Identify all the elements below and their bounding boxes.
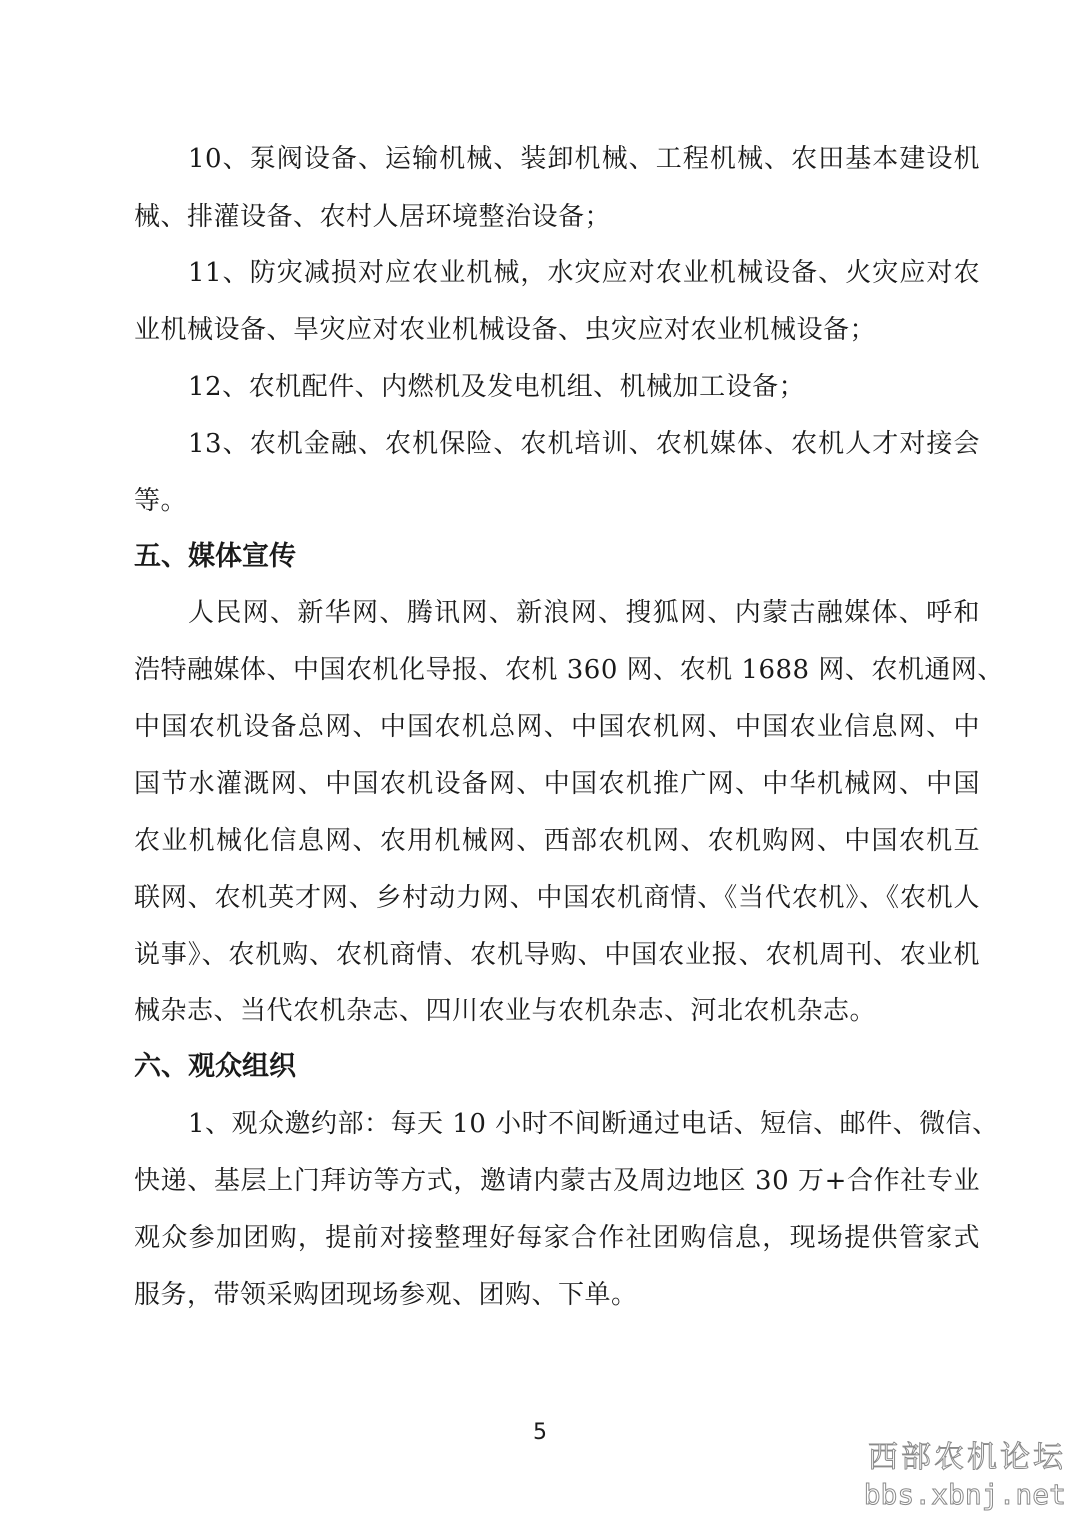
section-6-line: 服务，带领采购团现场参观、团购、下单。 — [134, 1280, 638, 1310]
watermark-url: bbs.xbnj.net — [863, 1478, 1066, 1511]
item-10-line-1: 10、泵阀设备、运输机械、装卸机械、工程机械、农田基本建设机 — [188, 144, 980, 174]
item-10-line-2: 械、排灌设备、农村人居环境整治设备； — [134, 202, 612, 232]
section-5-line: 农业机械化信息网、农用机械网、西部农机网、农机购网、中国农机互 — [134, 826, 980, 856]
section-5-line: 浩特融媒体、中国农机化导报、农机 360 网、农机 1688 网、农机通网、 — [134, 655, 1004, 685]
section-6-line: 快递、基层上门拜访等方式，邀请内蒙古及周边地区 30 万+合作社专业 — [134, 1166, 980, 1196]
page-number: 5 — [533, 1420, 547, 1445]
section-5-line: 械杂志、当代农机杂志、四川农业与农机杂志、河北农机杂志。 — [134, 996, 877, 1026]
item-13-line-2: 等。 — [134, 486, 188, 516]
item-11-line-2: 业机械设备、旱灾应对农业机械设备、虫灾应对农业机械设备； — [134, 315, 877, 345]
section-5-line: 中国农机设备总网、中国农机总网、中国农机网、中国农业信息网、中 — [134, 712, 980, 742]
section-6-line: 1、观众邀约部：每天 10 小时不间断通过电话、短信、邮件、微信、 — [188, 1109, 999, 1139]
section-6-heading: 六、观众组织 — [134, 1051, 296, 1082]
section-5-heading: 五、媒体宣传 — [134, 541, 296, 572]
section-5-line: 人民网、新华网、腾讯网、新浪网、搜狐网、内蒙古融媒体、呼和 — [188, 598, 980, 628]
section-5-line: 说事》、农机购、农机商情、农机导购、中国农业报、农机周刊、农业机 — [134, 940, 980, 970]
section-6-line: 观众参加团购，提前对接整理好每家合作社团购信息，现场提供管家式 — [134, 1223, 980, 1253]
item-13-line-1: 13、农机金融、农机保险、农机培训、农机媒体、农机人才对接会 — [188, 429, 980, 459]
item-11-line-1: 11、防灾减损对应农业机械，水灾应对农业机械设备、火灾应对农 — [188, 258, 980, 288]
section-5-line: 国节水灌溉网、中国农机设备网、中国农机推广网、中华机械网、中国 — [134, 769, 980, 799]
item-12-line-1: 12、农机配件、内燃机及发电机组、机械加工设备； — [188, 372, 806, 402]
watermark-title: 西部农机论坛 — [868, 1440, 1066, 1475]
section-5-line: 联网、农机英才网、乡村动力网、中国农机商情、《当代农机》、《农机人 — [134, 883, 980, 913]
